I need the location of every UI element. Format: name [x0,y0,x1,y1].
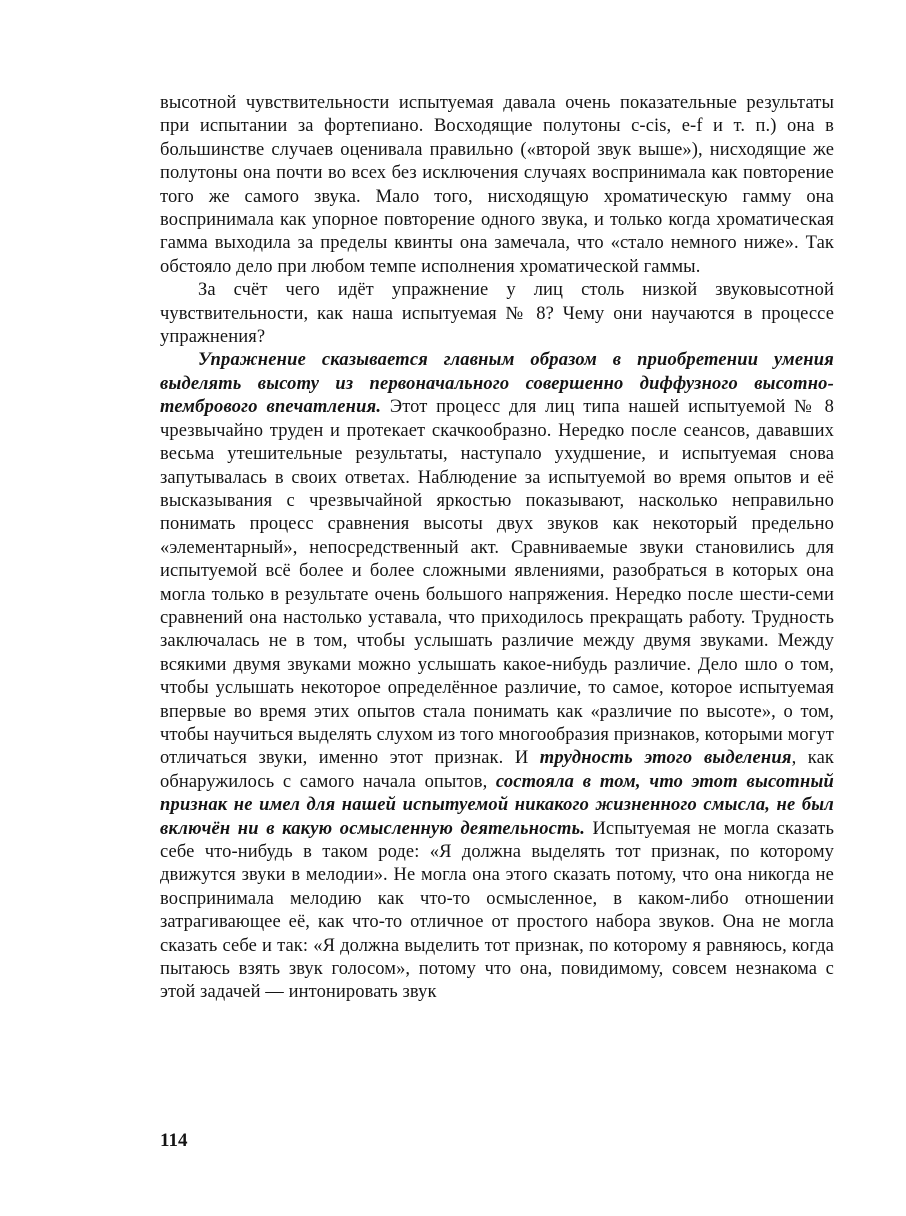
paragraph-2-text: За счёт чего идёт упражнение у лиц столь низкой звуковысотной чувствительности, как наша испытуемая № 8? Чему они научаются в процессе упражнения? [160,280,834,348]
paragraph-3-italic-thesis: Упражнение сказывается главным образом в приобретении умения выделять высоту из первоначального совершенно диффузного высотно-тембрового впечатления. [160,350,834,418]
paragraph-3-text-b: , как обнаружилось с самого начала опытов, [160,748,835,792]
paragraph-3-text-c: Испытуемая не могла сказать себе что-нибудь в таком роде: «Я должна выделять тот признак, по которому движутся звуки в мелодии». Не могла она этого сказать потому, что она никогда не воспринимала мелодию как что-то осмысленное, в каком-либо отношении затрагивающее её, как что-то отличное от простого набора звуков. Она не могла сказать себе и так: «Я должна выделить тот признак, по которому я равняюсь, когда пытаюсь взять звук голосом», потому что она, повидимому, совсем незнакома с этой задачей — интонировать звук [160,818,834,1003]
paragraph-2 [160,279,834,349]
paragraph-3-text-a: Этот процесс для лиц типа нашей испытуемой № 8 чрезвычайно труден и протекает скачкообразно. Нередко после сеансов, дававших весьма утешительные результаты, наступало ухудшение, и испытуемая снова запутывалась в своих ответах. Наблюдение за испытуемой во время опытов и её высказывания с чрезвычайной яркостью показывают, насколько неправильно понимать процесс сравнения высоты двух звуков как некоторый предельно «элементарный», непосредственный акт. Сравниваемые звуки становились для испытуемой всё более и более сложными явлениями, разобраться в которых она могла только в результате очень большого напряжения. Нередко после шести-семи сравнений она настолько уставала, что приходилось прекращать работу. Трудность заключалась не в том, чтобы услышать различие между двумя звуками. Между всякими двумя звуками можно услышать какое-нибудь различие. Дело шло о том, чтобы услышать некоторое определённое различие, то самое, которое испытуемая впервые во время этих опытов стала понимать как «различие по высоте», о том, чтобы научиться выделять слухом из того многообразия признаков, которыми могут отличаться звуки, именно этот признак. И [160,397,835,769]
paragraph-1 [160,92,834,279]
paragraph-3-italic-conclusion: состояла в том, что этот высотный признак не имел для нашей испытуемой никакого жизненного смысла, не был включён ни в какую осмысленную деятельность. [160,771,834,839]
page-body [160,92,834,1005]
page-number: 114 [160,1130,188,1151]
paragraph-1-text: высотной чувствительности испытуемая давала очень показательные результаты при испытании за фортепиано. Восходящие полутоны c-cis, e-f и т. п.) она в большинстве случаев оценивала правильно («второй звук выше»), нисходящие же полутоны она почти во всех без исключения случаях воспринимала как повторение того же самого звука. Мало того, нисходящую хроматическую гамму она воспринимала как упорное повторение одного звука, и только когда хроматическая гамма выходила за пределы квинты она замечала, что «стало немного ниже». Так обстояло дело при любом темпе исполнения хроматической гаммы. [160,93,834,277]
paragraph-3-italic-difficulty: трудность этого выделения [539,748,792,769]
paragraph-3 [160,349,834,1004]
